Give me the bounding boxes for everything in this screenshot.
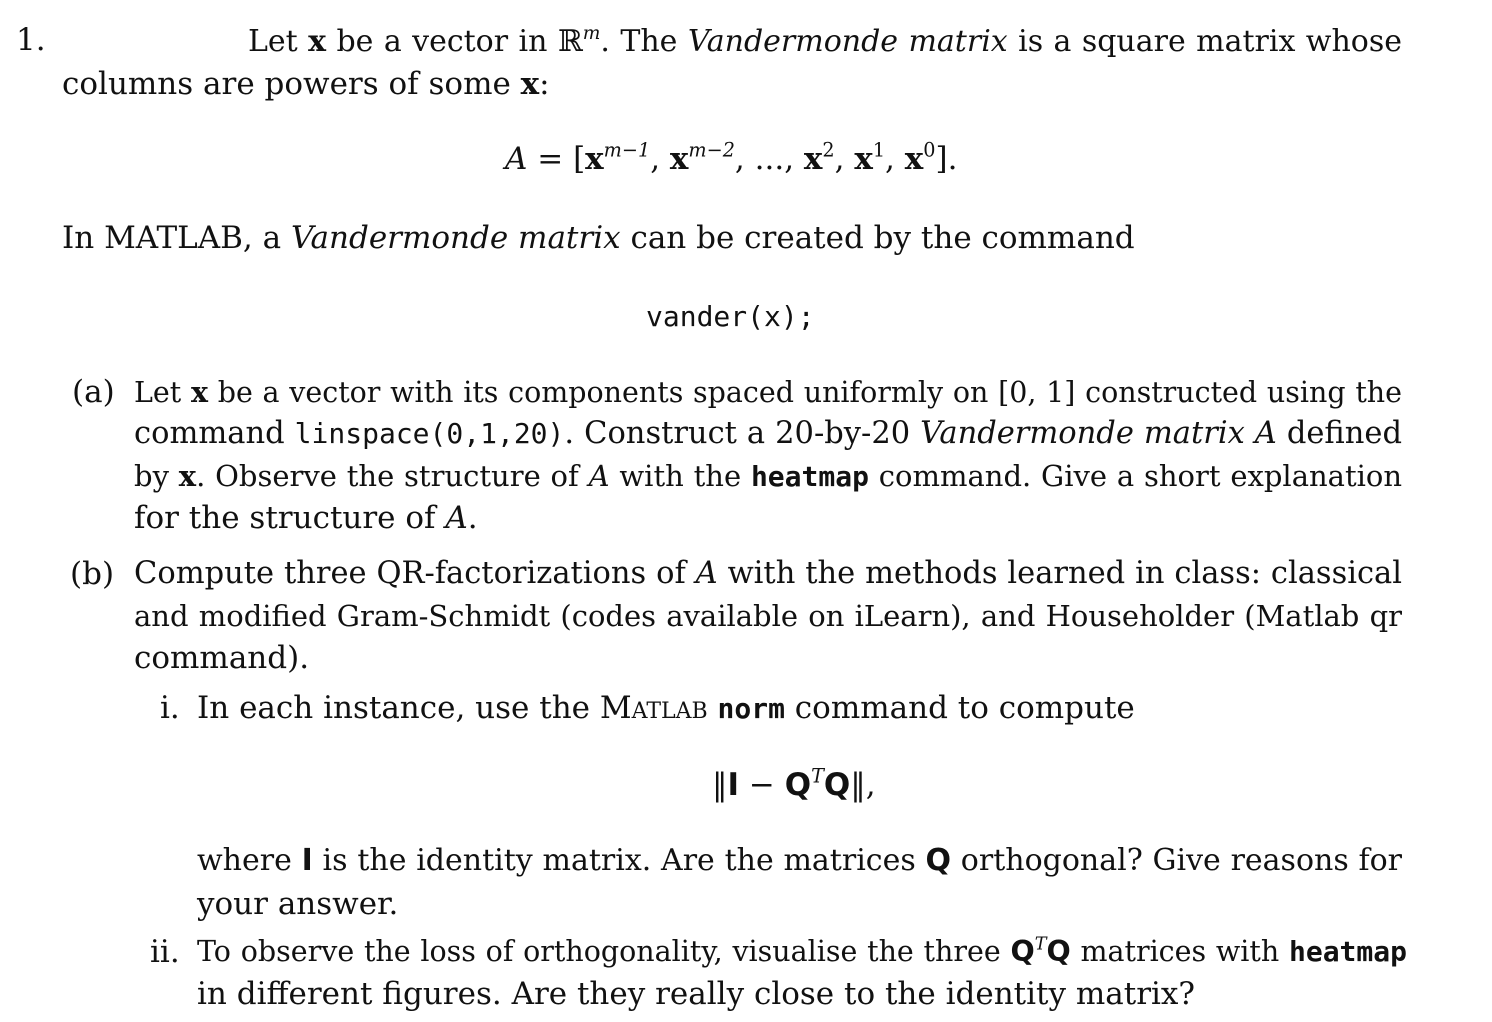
vandermonde-equation: $A = [x^{m-1}$, $x^{m-2}$, ..., $x^2$, $x^1$, $x^0$]. (505, 138, 958, 177)
subpart-i-line-2: where I is the identity matrix. Are the matrices Q orthogonal? Give reasons for (197, 843, 1403, 878)
part-b-line-1: Compute three QR-factorizations of A with the methods learned in class: classical (134, 556, 1402, 591)
part-a-line-1: Let x be a vector with its components spaced uniformly on [0, 1] constructed using the (134, 375, 1402, 409)
part-b-line-2: and modified Gram-Schmidt (codes available on iLearn), and Householder (Matlab qr (134, 599, 1402, 633)
subpart-i-line-1: In each instance, use the Matlab norm command to compute (197, 690, 1135, 726)
part-b-line-3: command). (134, 640, 310, 676)
part-a-line-3: by x. Observe the structure of A with the heatmap command. Give a short explanation (134, 459, 1403, 493)
subpart-ii-line-1: To observe the loss of orthogonality, visualise the three $Q^TQ$ matrices with heatmap (197, 934, 1407, 968)
subpart-ii-label: ii. (150, 934, 180, 970)
intro-line-1: Let x be a vector in ℝ$^m$. The Vandermonde matrix is a square matrix whose (248, 22, 1403, 59)
problem-number: 1. (16, 22, 46, 58)
part-a-line-2: command linspace(0,1,20). Construct a 20-by-20 Vandermonde matrix A defined (134, 416, 1402, 451)
part-a-line-4: for the structure of A. (134, 500, 478, 536)
part-b-label: (b) (70, 556, 115, 592)
subpart-ii-line-2: in different figures. Are they really close to the identity matrix? (197, 976, 1196, 1012)
intro-line-2: columns are powers of some x: (62, 66, 550, 102)
subpart-i-line-3: your answer. (197, 886, 399, 922)
subpart-i-label: i. (160, 690, 180, 726)
vander-command: vander(x); (646, 300, 815, 333)
norm-equation: ‖I − $Q^TQ‖$, (712, 764, 876, 803)
part-a-label: (a) (72, 374, 115, 410)
matlab-sentence: In MATLAB, a Vandermonde matrix can be created by the command (62, 220, 1135, 256)
